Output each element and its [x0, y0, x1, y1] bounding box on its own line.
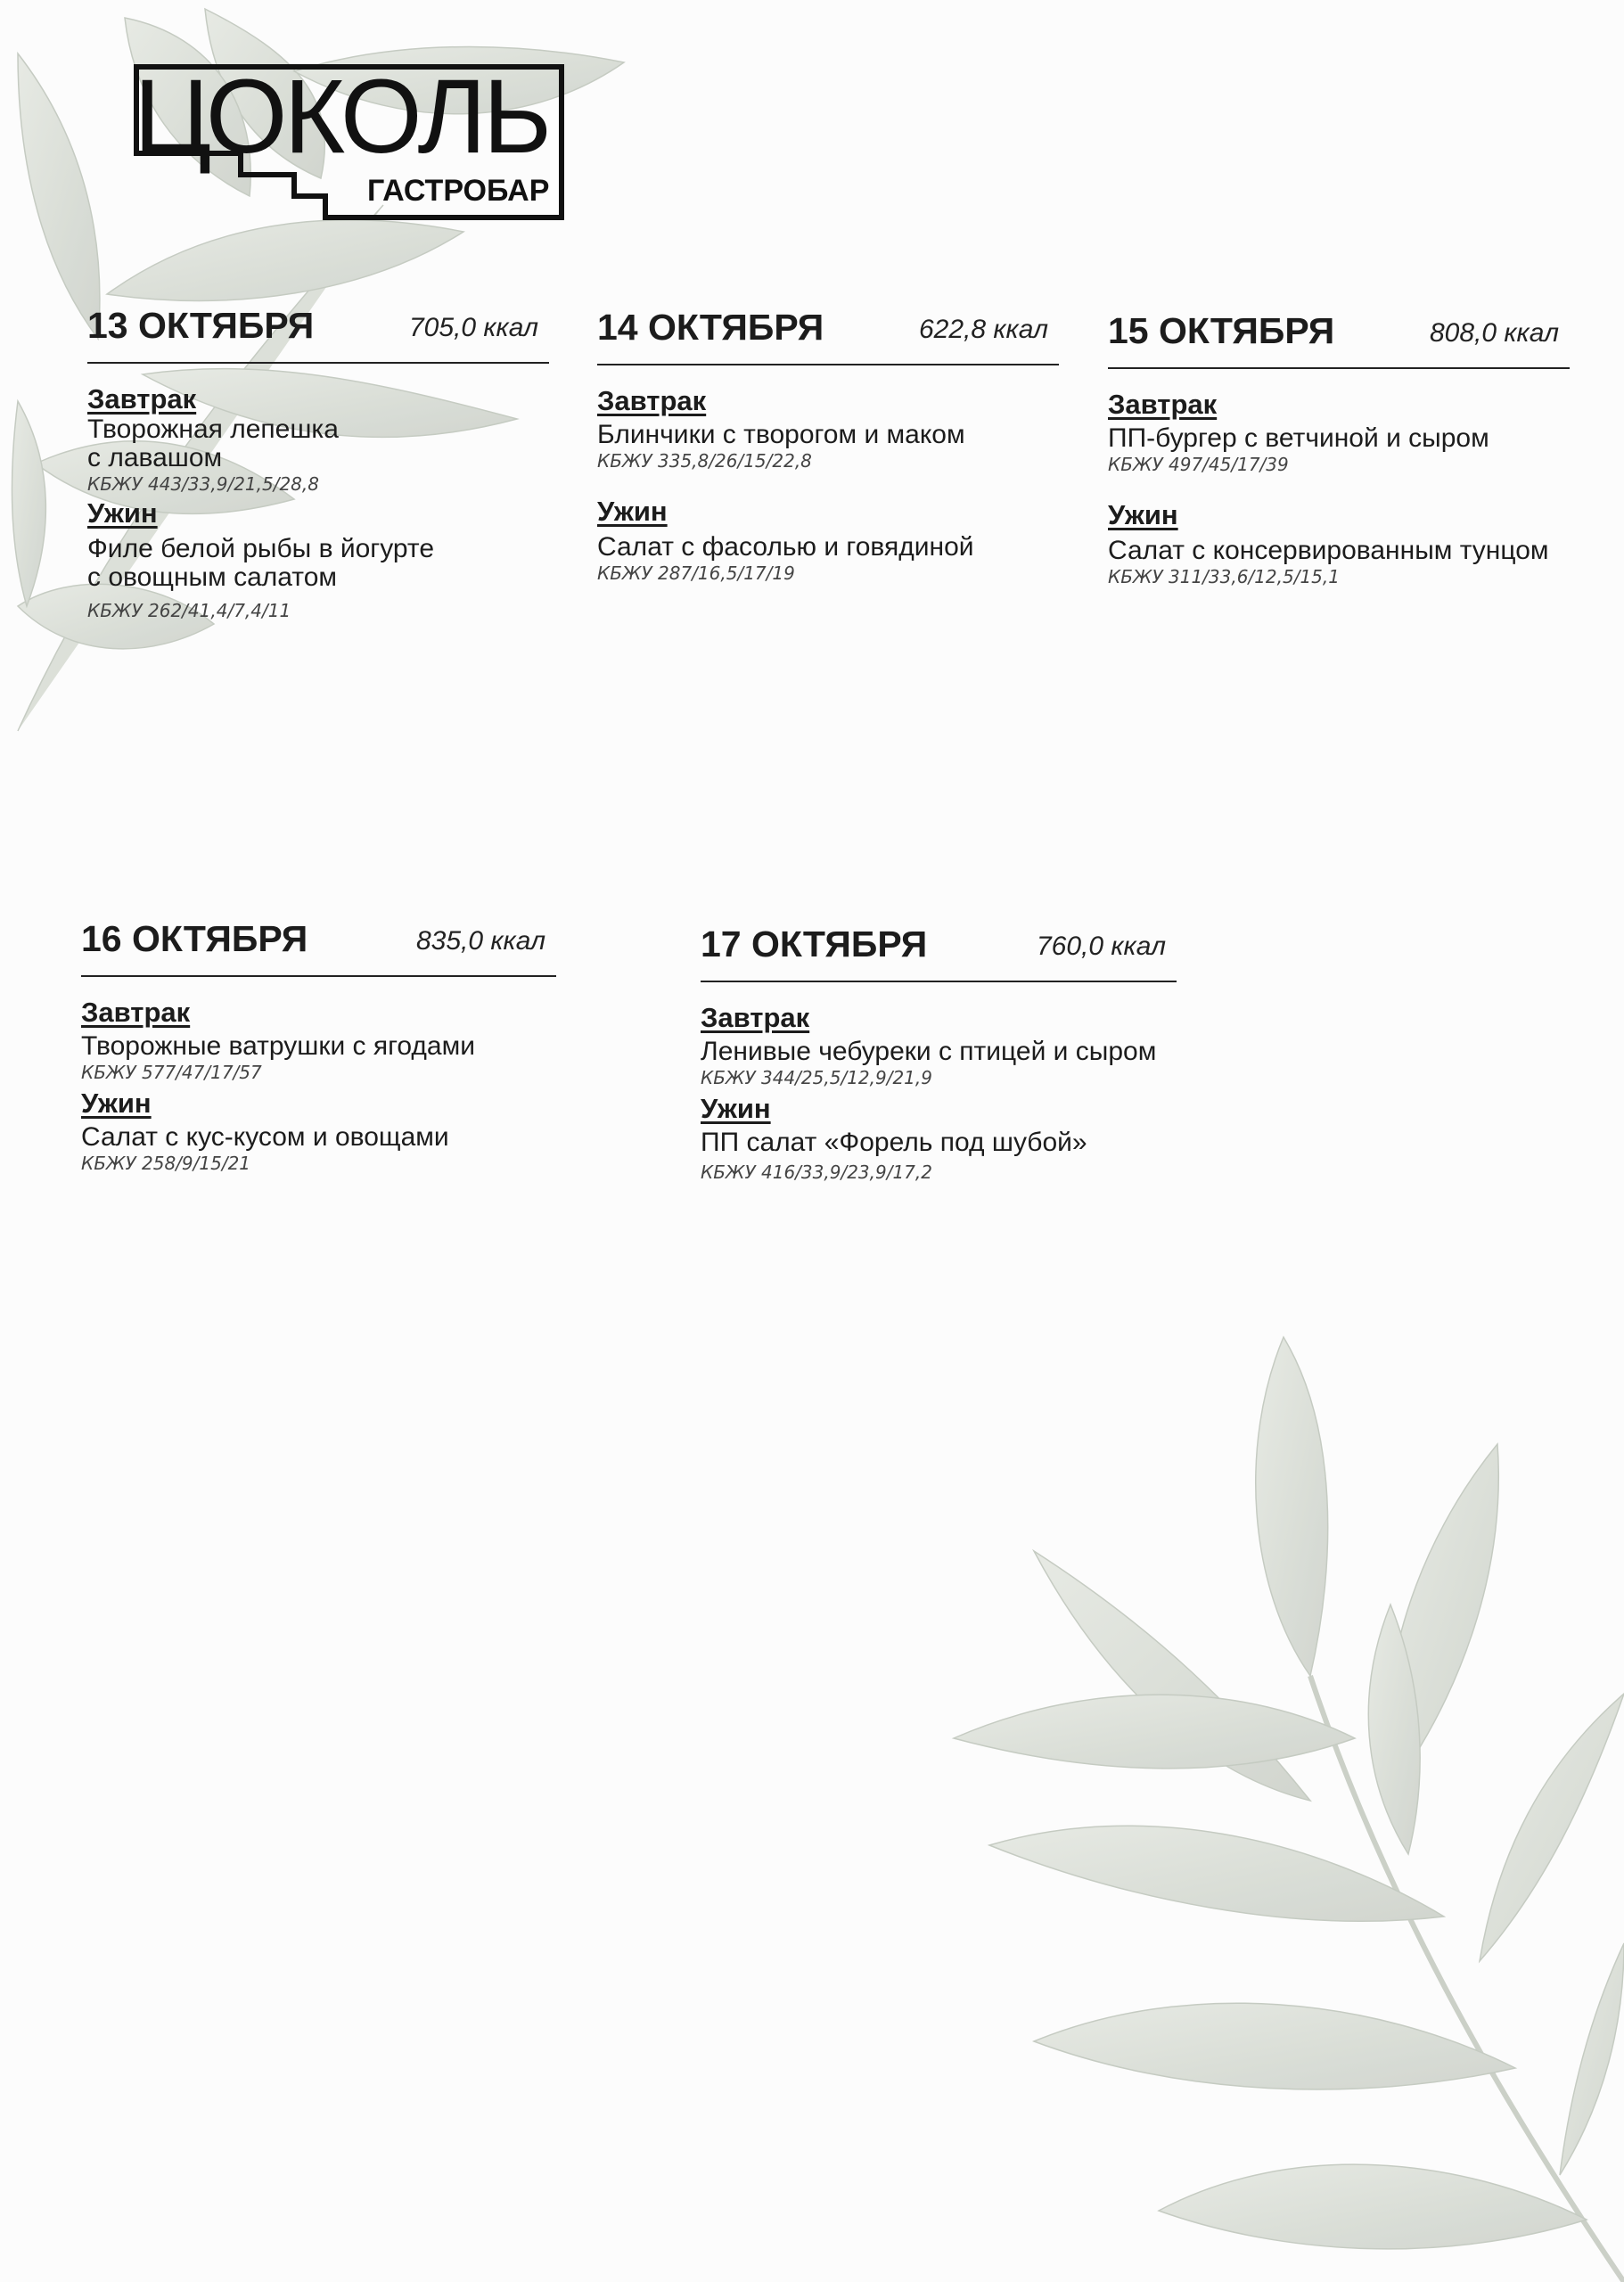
day-date: 16 ОКТЯБРЯ: [81, 918, 308, 959]
day-block: [1108, 308, 1570, 588]
breakfast-dish: Творожные ватрушки с ягодами: [81, 1031, 476, 1061]
breakfast-label: Завтрак: [701, 1002, 810, 1033]
dish-line: Творожная лепешка: [87, 415, 339, 444]
breakfast-kbju: КБЖУ 443/33,9/21,5/28,8: [87, 473, 319, 495]
breakfast-dish: ПП-бургер с ветчиной и сыром: [1108, 423, 1489, 453]
day-date: 13 ОКТЯБРЯ: [87, 305, 315, 346]
dinner-dish: Салат с фасолью и говядиной: [597, 532, 974, 562]
day-date: 14 ОКТЯБРЯ: [597, 307, 824, 348]
dinner-label: Ужин: [597, 496, 668, 527]
day-block: [597, 305, 1059, 585]
breakfast-label: Завтрак: [81, 997, 191, 1028]
day-calories: 808,0 ккал: [1429, 318, 1559, 348]
dinner-kbju: КБЖУ 311/33,6/12,5/15,1: [1108, 566, 1340, 587]
breakfast-label: Завтрак: [597, 385, 707, 416]
day-header: [701, 922, 1177, 982]
day-calories: 622,8 ккал: [918, 315, 1048, 344]
breakfast-dish: Блинчики с творогом и маком: [597, 420, 965, 449]
dinner-kbju: КБЖУ 258/9/15/21: [81, 1153, 251, 1174]
day-header: [81, 916, 556, 977]
day-header: [87, 303, 549, 364]
breakfast-kbju: КБЖУ 497/45/17/39: [1108, 454, 1289, 475]
dinner-kbju: КБЖУ 262/41,4/7,4/11: [87, 600, 291, 621]
day-header: [597, 305, 1059, 365]
dinner-kbju: КБЖУ 287/16,5/17/19: [597, 562, 795, 584]
breakfast-kbju: КБЖУ 344/25,5/12,9/21,9: [701, 1067, 932, 1088]
breakfast-label: Завтрак: [1108, 389, 1218, 420]
day-calories: 835,0 ккал: [415, 926, 545, 956]
day-date: 15 ОКТЯБРЯ: [1108, 310, 1335, 351]
day-header: [1108, 308, 1570, 369]
breakfast-kbju: КБЖУ 335,8/26/15/22,8: [597, 450, 812, 472]
brand-logo: [134, 58, 570, 225]
breakfast-kbju: КБЖУ 577/47/17/57: [81, 1062, 262, 1083]
dinner-kbju: КБЖУ 416/33,9/23,9/17,2: [701, 1162, 932, 1183]
day-block: [701, 922, 1177, 1184]
day-calories: 760,0 ккал: [1036, 932, 1166, 961]
breakfast-label: Завтрак: [87, 383, 197, 415]
day-block: [87, 303, 549, 622]
dinner-label: Ужин: [81, 1088, 152, 1119]
dish-line: с лавашом: [87, 443, 223, 472]
dinner-dish: Салат с консервированным тунцом: [1108, 536, 1549, 565]
breakfast-dish: [87, 415, 549, 472]
dinner-dish: Салат с кус-кусом и овощами: [81, 1122, 449, 1152]
dish-line: с овощным салатом: [87, 562, 338, 592]
breakfast-dish: Ленивые чебуреки с птицей и сыром: [701, 1037, 1157, 1066]
dish-line: Филе белой рыбы в йогурте: [87, 534, 435, 563]
dinner-dish: ПП салат «Форель под шубой»: [701, 1128, 1087, 1157]
day-date: 17 ОКТЯБРЯ: [701, 923, 928, 965]
dinner-label: Ужин: [701, 1093, 771, 1124]
brand-subtitle: ГАСТРОБАР: [367, 174, 550, 208]
brand-name: ЦОКОЛЬ: [134, 58, 549, 176]
dinner-dish: [87, 535, 549, 592]
dinner-label: Ужин: [1108, 499, 1178, 530]
dinner-label: Ужин: [87, 497, 158, 529]
day-calories: 705,0 ккал: [408, 313, 538, 342]
day-block: [81, 916, 556, 1175]
